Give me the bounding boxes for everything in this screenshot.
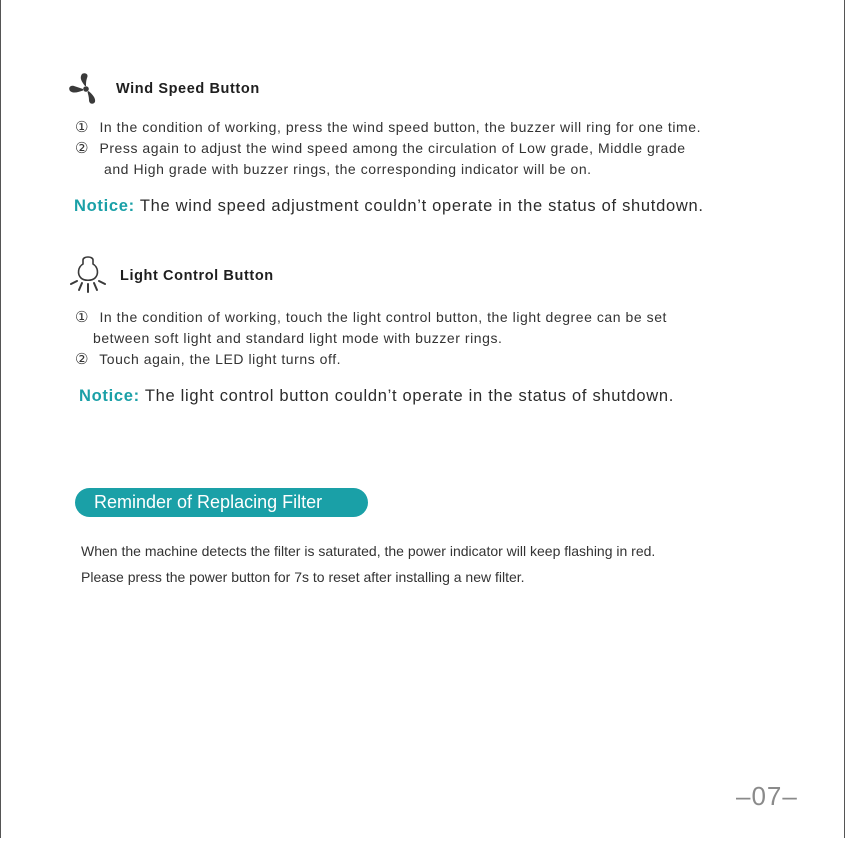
reminder-text-line: Please press the power button for 7s to reset after installing a new filter. <box>81 569 525 585</box>
light-control-heading <box>68 255 274 297</box>
notice <box>79 387 674 406</box>
list-item <box>75 307 667 349</box>
filter-reminder-heading: Reminder of Replacing Filter <box>75 488 368 517</box>
section-title: Wind Speed Button <box>116 81 260 97</box>
notice-label: Notice: <box>79 387 140 405</box>
item-text: In the condition of working, touch the light control button, the light degree can be set <box>99 309 667 325</box>
list-item <box>75 138 686 180</box>
list-item <box>75 117 701 138</box>
notice-text: The wind speed adjustment couldn’t operate in the status of shutdown. <box>139 197 704 215</box>
item-marker: ① <box>75 119 89 136</box>
item-text: In the condition of working, press the wind speed button, the buzzer will ring for one time. <box>99 119 702 135</box>
item-marker: ② <box>75 140 89 157</box>
page-number: –07– <box>736 781 798 811</box>
item-marker: ① <box>75 309 89 326</box>
item-marker: ② <box>75 351 89 368</box>
item-text-continued: between soft light and standard light mode with buzzer rings. <box>93 330 503 346</box>
wind-speed-heading <box>68 72 260 106</box>
item-text: Press again to adjust the wind speed among the circulation of Low grade, Middle grade <box>99 140 686 156</box>
item-text-continued: and High grade with buzzer rings, the corresponding indicator will be on. <box>104 161 592 177</box>
notice-text: The light control button couldn’t operate in the status of shutdown. <box>144 387 674 405</box>
light-bulb-icon <box>68 255 108 297</box>
reminder-text-line: When the machine detects the filter is saturated, the power indicator will keep flashing in red. <box>81 543 656 559</box>
section-title: Light Control Button <box>120 268 274 284</box>
fan-icon <box>68 72 104 106</box>
list-item <box>75 349 341 370</box>
notice-label: Notice: <box>74 197 135 215</box>
item-text: Touch again, the LED light turns off. <box>99 351 342 367</box>
notice <box>74 197 704 216</box>
